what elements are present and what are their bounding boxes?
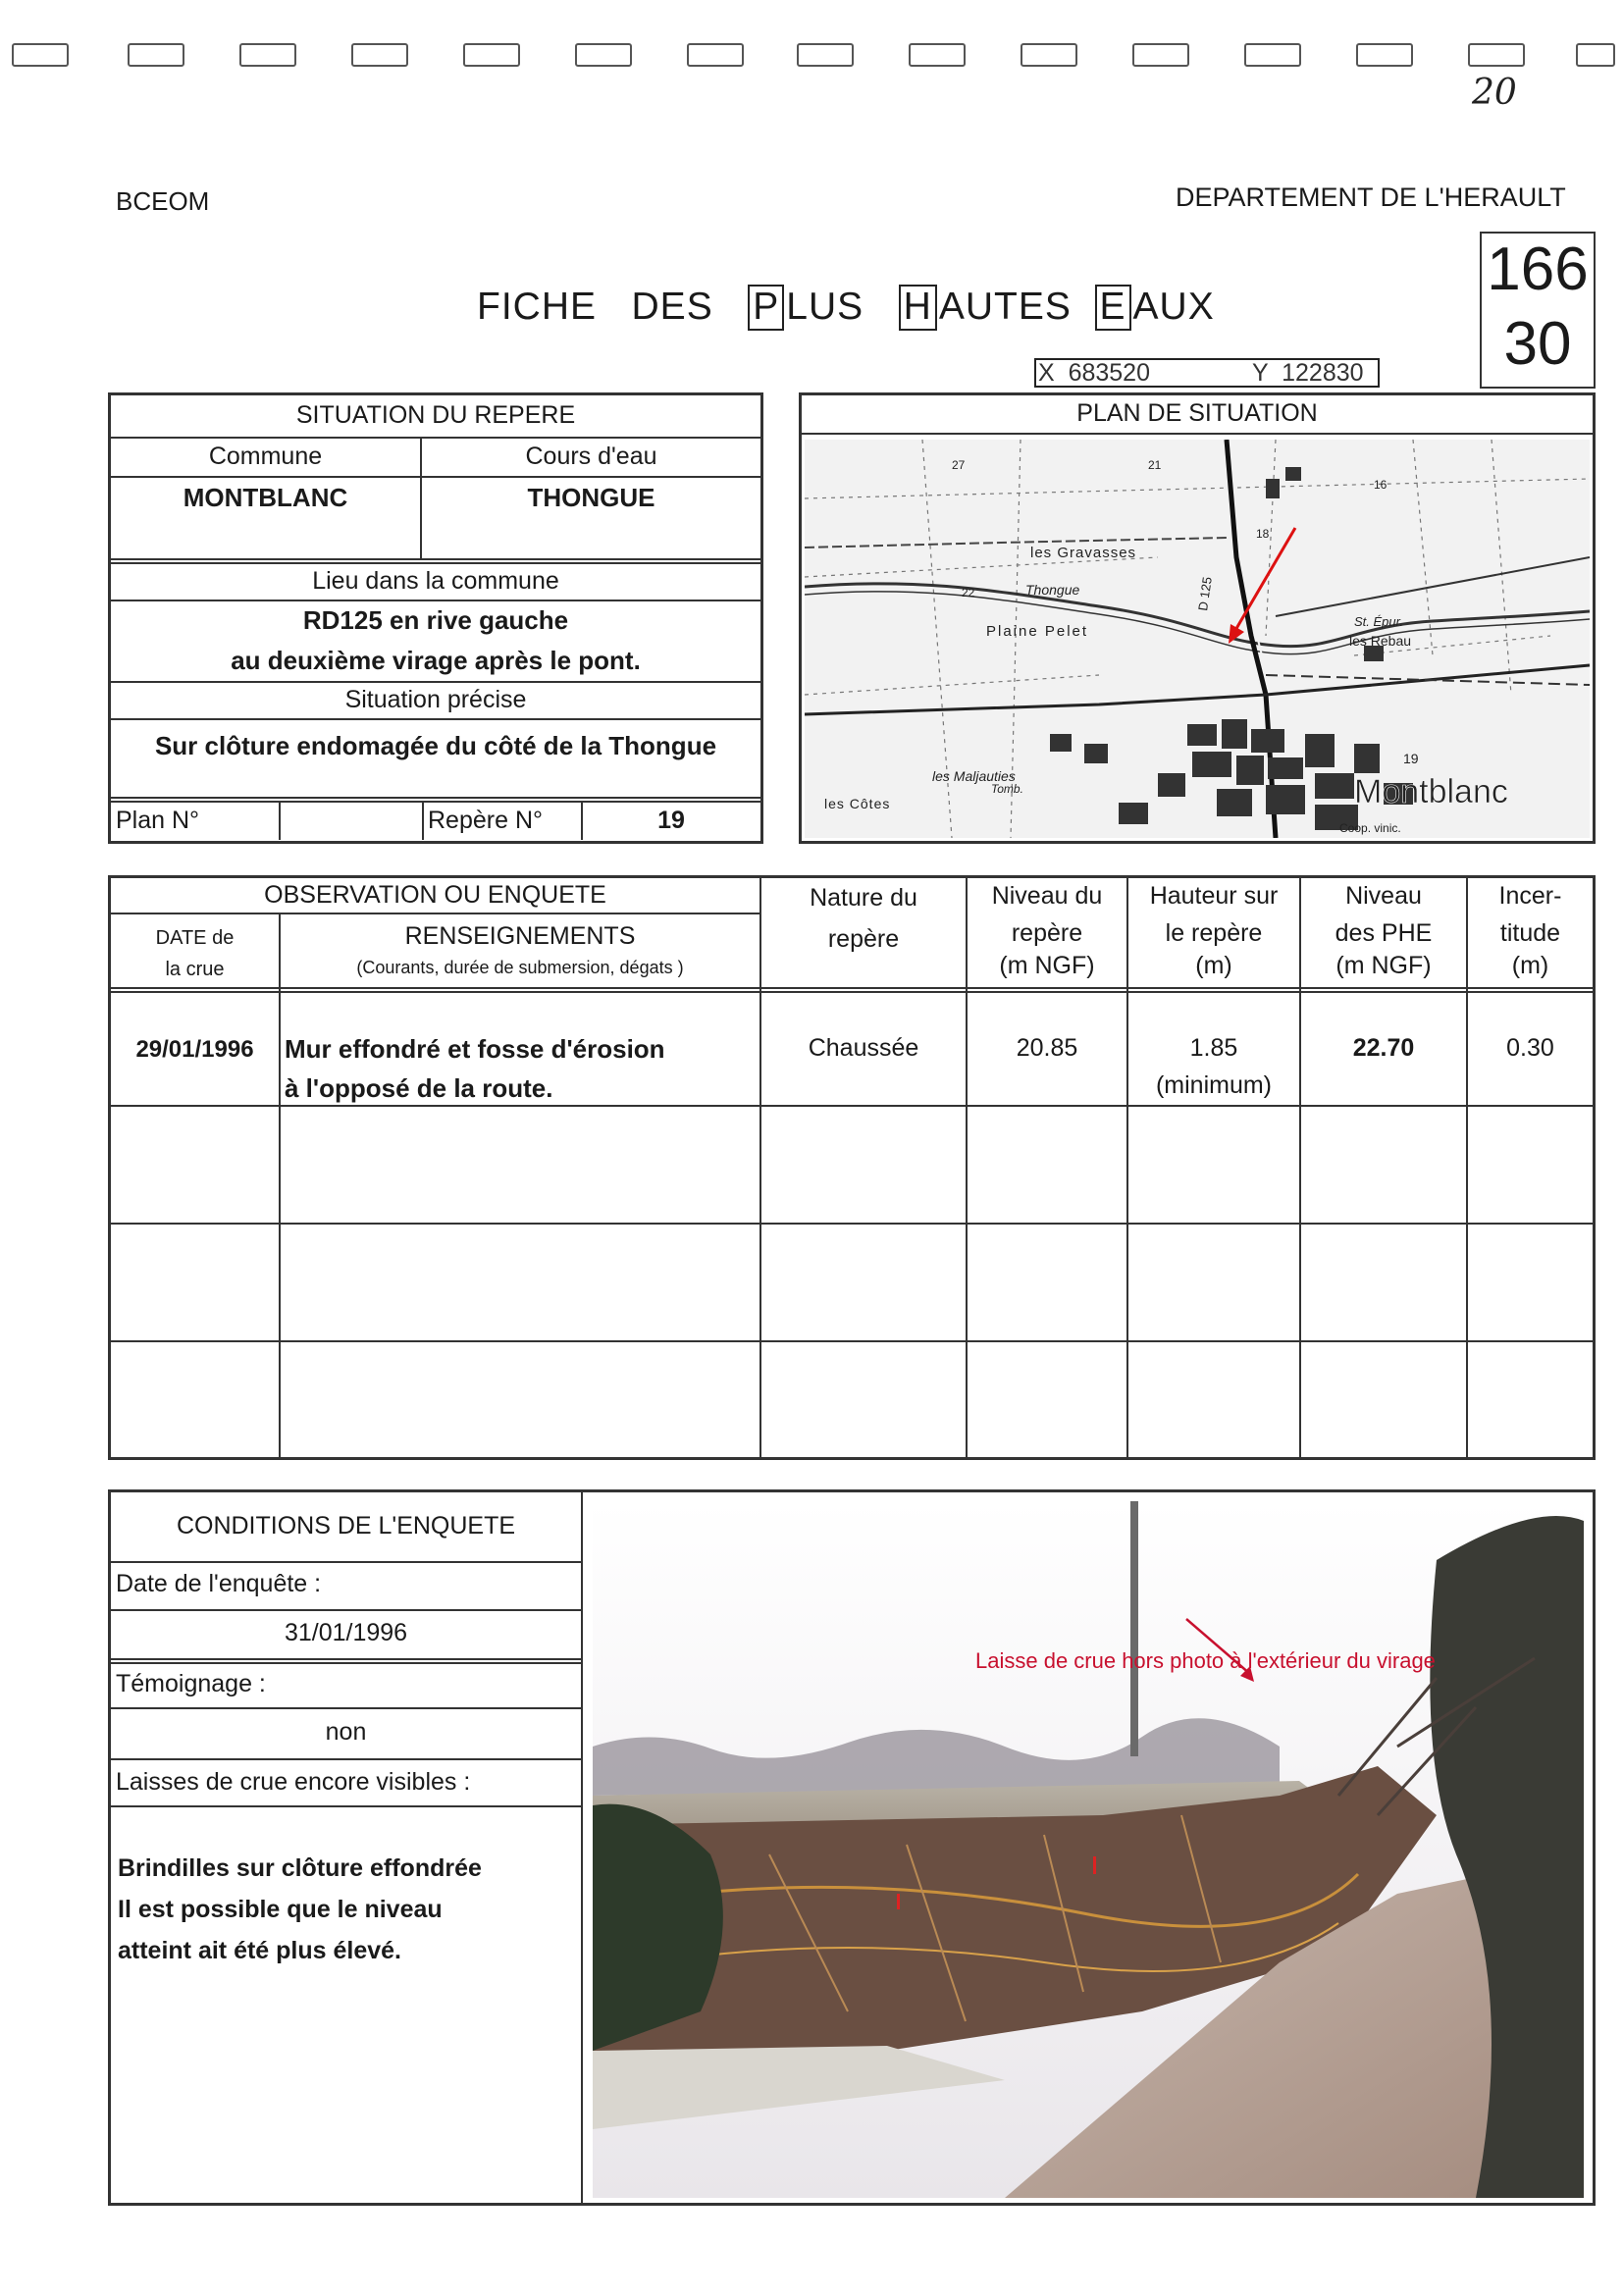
repere-label: Repère N° xyxy=(428,807,543,835)
hauteur-line-1: Hauteur sur xyxy=(1149,882,1279,910)
niveau-phe-line-3: (m NGF) xyxy=(1335,952,1432,979)
title-letter-p: P xyxy=(748,285,784,331)
fiche-number-box xyxy=(1480,232,1596,389)
lieu-line-1: RD125 en rive gauche xyxy=(302,604,569,635)
coord-y: Y 122830 xyxy=(1252,359,1364,387)
row-niveau-phe: 22.70 xyxy=(1352,1034,1415,1062)
hauteur-line-3: (m) xyxy=(1195,952,1232,979)
lieu-label: Lieu dans la commune xyxy=(312,567,559,596)
plan-header: PLAN DE SITUATION xyxy=(1076,399,1318,428)
observation-header: OBSERVATION OU ENQUETE xyxy=(264,880,606,909)
row-rens-line-2: à l'opposé de la route. xyxy=(285,1073,553,1103)
title-letter-h: H xyxy=(899,285,937,331)
cours-label: Cours d'eau xyxy=(525,443,657,471)
plan-label: Plan N° xyxy=(116,807,200,835)
title-word-lus: LUS xyxy=(786,286,864,328)
renseignements-label: RENSEIGNEMENTS xyxy=(404,922,636,950)
map-label-cotes: les Côtes xyxy=(824,796,891,811)
hauteur-line-2: le repère xyxy=(1165,919,1263,947)
nature-header xyxy=(761,877,966,960)
map-label-d125: D 125 xyxy=(1195,575,1215,612)
map-label-montblanc: Montblanc xyxy=(1354,773,1508,810)
repere-value: 19 xyxy=(657,807,685,835)
situation-header: SITUATION DU REPERE xyxy=(295,401,576,430)
laisses-line-1: Brindilles sur clôture effondrée xyxy=(118,1854,482,1882)
map-label-plaine: Plaine Pelet xyxy=(986,623,1089,640)
row-nature: Chaussée xyxy=(808,1034,919,1062)
map-label-gravasses: les Gravasses xyxy=(1030,545,1137,561)
nature-header-line-1: Nature du xyxy=(810,884,917,912)
temoignage-value: non xyxy=(325,1718,367,1747)
niveau-phe-line-2: des PHE xyxy=(1335,919,1433,947)
row-hauteur-line-1: 1.85 xyxy=(1189,1034,1238,1062)
company-name: BCEOM xyxy=(116,186,210,216)
cours-value: THONGUE xyxy=(527,482,655,512)
niveau-phe-line-1: Niveau xyxy=(1345,882,1422,910)
situation-map xyxy=(805,440,1590,838)
lieu-line-2: au deuxième virage après le pont. xyxy=(231,645,641,675)
date-header xyxy=(111,922,279,985)
hauteur-header xyxy=(1128,877,1299,979)
page-number: 20 xyxy=(1472,73,1517,113)
title-word-des: DES xyxy=(631,286,713,328)
flood-photo xyxy=(593,1501,1584,2198)
page-title xyxy=(477,285,1215,331)
title-word-fiche: FICHE xyxy=(477,286,597,328)
incertitude-line-1: Incer- xyxy=(1498,882,1562,910)
department-name: DEPARTEMENT DE L'HERAULT xyxy=(1176,183,1566,212)
fiche-number-top: 166 xyxy=(1487,235,1589,303)
laisses-line-3: atteint ait été plus élevé. xyxy=(118,1937,401,1964)
niveau-phe-header xyxy=(1301,877,1466,979)
niveau-repere-line-2: repère xyxy=(1011,919,1083,947)
laisses-label: Laisses de crue encore visibles : xyxy=(116,1768,471,1796)
map-label-coop: Coop. vinic. xyxy=(1339,821,1401,835)
nature-header-line-2: repère xyxy=(827,925,900,953)
incertitude-header xyxy=(1468,877,1593,979)
map-label-27: 27 xyxy=(952,458,966,472)
row-niveau-repere: 20.85 xyxy=(1016,1034,1078,1062)
map-label-rebau: les Rebau xyxy=(1349,633,1412,649)
commune-label: Commune xyxy=(208,443,323,471)
photo-annotation: Laisse de crue hors photo à l'extérieur du virage xyxy=(975,1648,1436,1673)
laisses-line-2: Il est possible que le niveau xyxy=(118,1896,443,1923)
row-incertitude: 0.30 xyxy=(1506,1034,1554,1062)
incertitude-line-2: titude xyxy=(1499,919,1561,947)
renseignements-sub: (Courants, durée de submersion, dégats ) xyxy=(356,958,684,977)
temoignage-label: Témoignage : xyxy=(116,1670,266,1697)
date-header-line-1: DATE de xyxy=(155,927,235,949)
niveau-repere-line-3: (m NGF) xyxy=(999,952,1095,979)
coord-x: X 683520 xyxy=(1038,359,1150,387)
map-label-18: 18 xyxy=(1256,527,1270,541)
map-label-19: 19 xyxy=(1403,751,1419,766)
map-label-21: 21 xyxy=(1148,458,1162,472)
niveau-repere-header xyxy=(968,877,1126,979)
coordinates-box xyxy=(1034,358,1380,388)
date-header-line-2: la crue xyxy=(165,959,225,980)
commune-value: MONTBLANC xyxy=(183,482,348,512)
title-letter-e: E xyxy=(1095,285,1131,331)
map-label-tomb: Tomb. xyxy=(991,782,1023,796)
map-label-thongue: Thongue xyxy=(1025,582,1080,598)
fiche-number-bottom: 30 xyxy=(1503,310,1572,378)
map-label-22: 22 xyxy=(962,586,975,600)
row-rens-line-1: Mur effondré et fosse d'érosion xyxy=(285,1034,665,1064)
niveau-repere-line-1: Niveau du xyxy=(991,882,1103,910)
map-label-16: 16 xyxy=(1374,478,1387,492)
precise-label: Situation précise xyxy=(344,686,527,714)
date-enquete-label: Date de l'enquête : xyxy=(116,1570,322,1597)
plan-value xyxy=(281,803,422,840)
date-enquete-value: 31/01/1996 xyxy=(284,1619,408,1647)
map-label-st-epur: St. Épur. xyxy=(1354,614,1404,629)
title-word-autes: AUTES xyxy=(938,286,1072,328)
row-date: 29/01/1996 xyxy=(135,1036,254,1063)
row-hauteur-line-2: (minimum) xyxy=(1155,1071,1273,1099)
conditions-header: CONDITIONS DE L'ENQUETE xyxy=(176,1512,516,1540)
renseignements-header xyxy=(281,918,759,981)
precise-value: Sur clôture endomagée du côté de la Thongue xyxy=(154,730,717,760)
title-word-aux: AUX xyxy=(1132,286,1215,328)
incertitude-line-3: (m) xyxy=(1511,952,1549,979)
map-label-maljauties: les Maljauties xyxy=(932,768,1016,784)
